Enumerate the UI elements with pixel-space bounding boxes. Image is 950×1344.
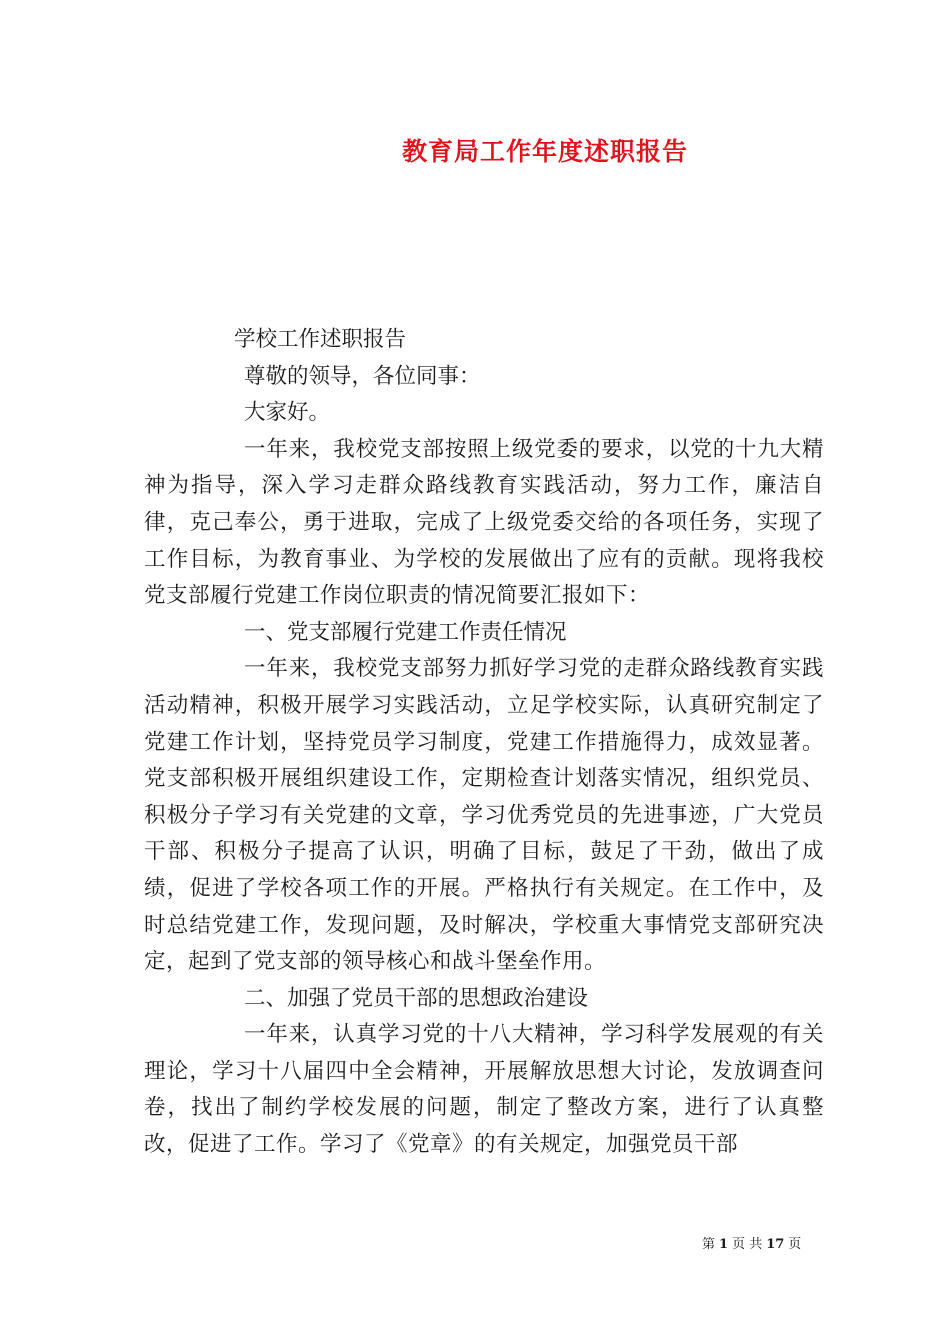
greeting-line: 尊敬的领导，各位同事： (244, 363, 481, 389)
footer-suffix: 页 (788, 1237, 802, 1252)
footer-middle: 页 共 (732, 1237, 763, 1252)
document-subtitle: 学校工作述职报告 (234, 327, 407, 352)
paragraph-section-1: 一年来，我校党支部努力抓好学习党的走群众路线教育实践活动精神，积极开展学习实践活动，立足学校实际，认真研究制定了党建工作计划，坚持党员学习制度，党建工作措施得力，成效显著。党支部积极开展组织建设工作，定期检查计划落实情况，组织党员、积极分子学习有关党建的文章，学习优秀党员的先进事迹，广大党员干部、积极分子提高了认识，明确了目标，鼓足了干劲，做出了成绩，促进了学校各项工作的开展。严格执行有关规定。在工作中，及时总结党建工作，发现问题，及时解决，学校重大事情党支部研究决定，起到了党支部的领导核心和战斗堡垒作用。 (144, 656, 824, 975)
section-heading-2: 二、加强了党员干部的思想政治建设 (244, 985, 589, 1011)
page-footer (700, 1233, 803, 1252)
paragraph-section-2: 一年来，认真学习党的十八大精神，学习科学发展观的有关理论，学习十八届四中全会精神，开展解放思想大讨论，发放调查问卷，找出了制约学校发展的问题，制定了整改方案，进行了认真整改，促进了工作。学习了《党章》的有关规定，加强党员干部 (144, 1022, 824, 1158)
footer-prefix: 第 (702, 1237, 716, 1252)
document-title: 教育局工作年度述职报告 (401, 137, 688, 166)
hello-line: 大家好。 (244, 400, 331, 426)
footer-current-page: 1 (719, 1237, 729, 1252)
section-heading-1: 一、党支部履行党建工作责任情况 (244, 619, 567, 645)
document-body (144, 322, 824, 1164)
footer-total-pages: 17 (766, 1237, 785, 1252)
paragraph-intro: 一年来，我校党支部按照上级党委的要求，以党的十九大精神为指导，深入学习走群众路线教育实践活动，努力工作，廉洁自律，克己奉公，勇于进取，完成了上级党委交给的各项任务，实现了工作目标，为教育事业、为学校的发展做出了应有的贡献。现将我校党支部履行党建工作岗位职责的情况简要汇报如下： (144, 436, 824, 609)
